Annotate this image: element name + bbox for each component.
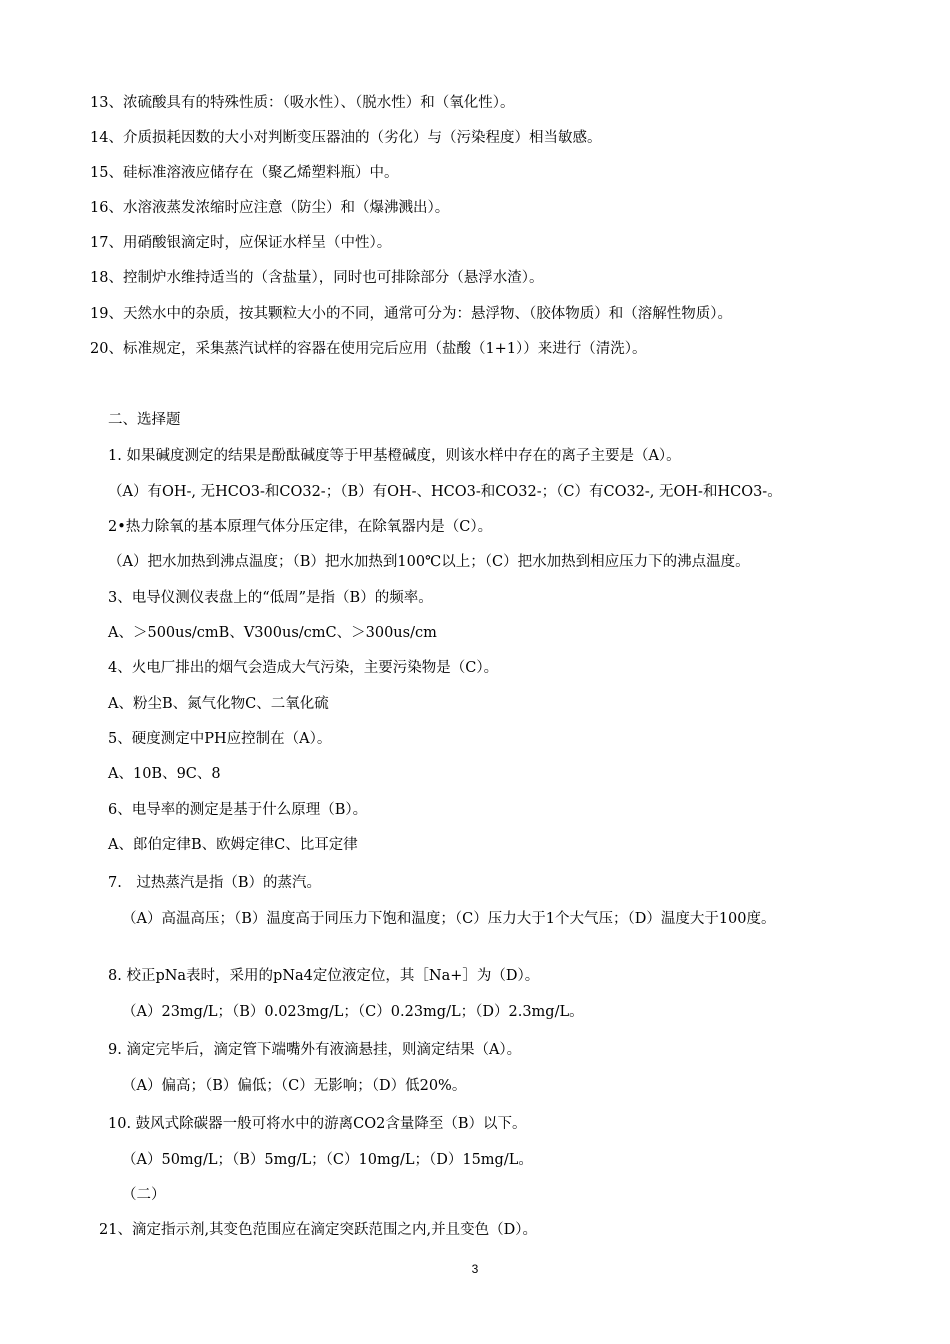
- fill-in-question-17: 17、用硝酸银滴定时，应保证水样呈（中性）。: [90, 235, 392, 251]
- subsection-marker: （二）: [122, 1187, 166, 1203]
- choice-options-8: （A）23mg/L；（B）0.023mg/L；（C）0.23mg/L；（D）2.3mg/L。: [122, 1004, 584, 1020]
- choice-question-8: 8. 校正pNa表时，采用的pNa4定位液定位，其［Na+］为（D）。: [108, 968, 540, 984]
- page-number: 3: [471, 1262, 479, 1276]
- choice-question-3: 3、电导仪测仪表盘上的“低周”是指（B）的频率。: [108, 590, 433, 606]
- choice-options-4: A、粉尘B、氮气化物C、二氧化硫: [108, 696, 329, 712]
- fill-in-question-16: 16、水溶液蒸发浓缩时应注意（防尘）和（爆沸溅出）。: [90, 200, 450, 216]
- fill-in-question-13: 13、浓硫酸具有的特殊性质：（吸水性）、（脱水性）和（氧化性）。: [90, 95, 515, 111]
- fill-in-question-19: 19、天然水中的杂质，按其颗粒大小的不同，通常可分为：悬浮物、（胶体物质）和（溶解性物质）。: [90, 306, 732, 322]
- choice-options-10: （A）50mg/L；（B）5mg/L；（C）10mg/L；（D）15mg/L。: [122, 1152, 533, 1168]
- choice-options-7: （A）高温高压；（B）温度高于同压力下饱和温度；（C）压力大于1个大气压；（D）温度大于100度。: [122, 911, 776, 927]
- choice-options-5: A、10B、9C、8: [108, 766, 221, 782]
- choice-question-1: 1. 如果碱度测定的结果是酚酞碱度等于甲基橙碱度，则该水样中存在的离子主要是（A）。: [108, 448, 681, 464]
- fill-in-question-18: 18、控制炉水维持适当的（含盐量），同时也可排除部分（悬浮水渣）。: [90, 270, 544, 286]
- fill-in-question-14: 14、介质损耗因数的大小对判断变压器油的（劣化）与（污染程度）相当敏感。: [90, 130, 602, 146]
- choice-question-5: 5、硬度测定中PH应控制在（A）。: [108, 731, 332, 747]
- choice-question-10: 10. 鼓风式除碳器一般可将水中的游离CO2含量降至（B）以下。: [108, 1116, 527, 1132]
- choice-question-4: 4、火电厂排出的烟气会造成大气污染，主要污染物是（C）。: [108, 660, 499, 676]
- choice-options-3: A、＞500us/cmB、V300us/cmC、＞300us/cm: [108, 625, 437, 641]
- choice-question-21: 21、滴定指示剂,其变色范围应在滴定突跃范围之内,并且变色（D）。: [99, 1222, 538, 1238]
- choice-options-1: （A）有OH-, 无HCO3-和CO32-；（B）有OH-、HCO3-和CO32-；（C）有CO32-, 无OH-和HCO3-。: [108, 484, 782, 500]
- choice-question-9: 9. 滴定完毕后，滴定管下端嘴外有液滴悬挂，则滴定结果（A）。: [108, 1042, 522, 1058]
- choice-question-7: 7. 过热蒸汽是指（B）的蒸汽。: [108, 875, 321, 891]
- section-title: 二、选择题: [108, 412, 181, 428]
- fill-in-question-20: 20、标准规定，采集蒸汽试样的容器在使用完后应用（盐酸（1+1））来进行（清洗）。: [90, 341, 647, 357]
- choice-question-2: 2•热力除氧的基本原理气体分压定律，在除氧器内是（C）。: [108, 519, 493, 535]
- choice-question-6: 6、电导率的测定是基于什么原理（B）。: [108, 802, 368, 818]
- fill-in-question-15: 15、硅标准溶液应储存在（聚乙烯塑料瓶）中。: [90, 165, 399, 181]
- choice-options-6: A、郎伯定律B、欧姆定律C、比耳定律: [108, 837, 358, 853]
- choice-options-9: （A）偏高；（B）偏低；（C）无影响；（D）低20%。: [122, 1078, 467, 1094]
- choice-options-2: （A）把水加热到沸点温度；（B）把水加热到100℃以上；（C）把水加热到相应压力下的沸点温度。: [108, 554, 750, 570]
